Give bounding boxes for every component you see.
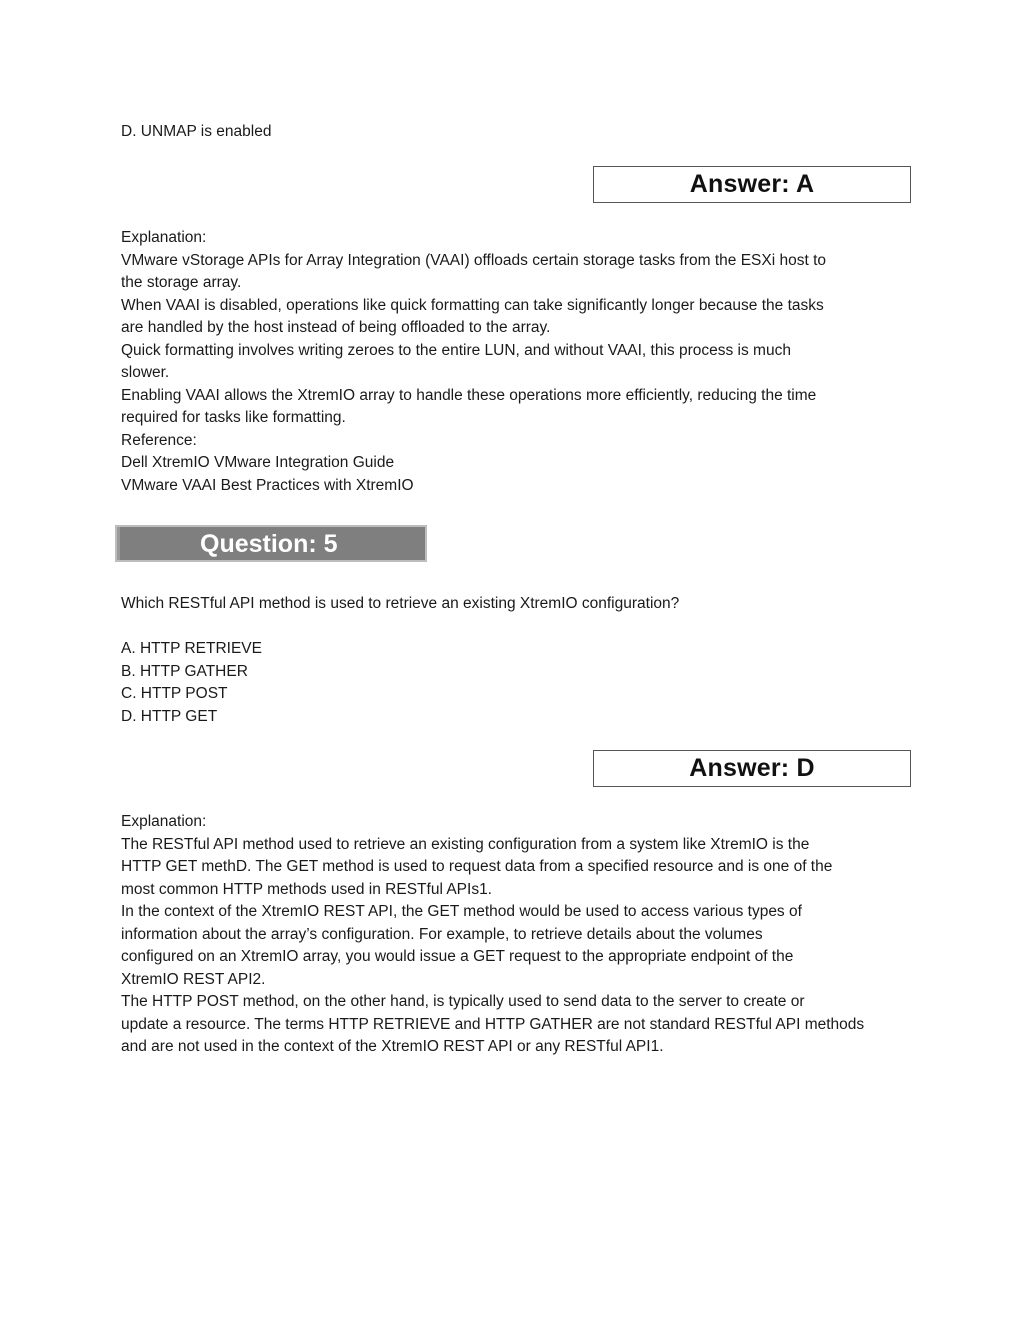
explanation-line: configured on an XtremIO array, you would issue a GET request to the appropriate endpoint of the [121, 948, 794, 965]
explanation-line: are handled by the host instead of being offloaded to the array. [121, 319, 551, 336]
explanation-line: update a resource. The terms HTTP RETRIEVE and HTTP GATHER are not standard RESTful API methods [121, 1015, 865, 1033]
explanation-line: XtremIO REST API2. [121, 970, 266, 988]
explanation-line: VMware vStorage APIs for Array Integration (VAAI) offloads certain storage tasks from the ESXi host to [121, 251, 827, 269]
explanation-line: information about the array’s configuration. For example, to retrieve details about the volumes [121, 925, 763, 943]
explanation-line: Enabling VAAI allows the XtremIO array to handle these operations more efficiently, reducing the time [121, 386, 817, 404]
explanation-line: Quick formatting involves writing zeroes to the entire LUN, and without VAAI, this process is much [121, 341, 791, 359]
answer-box [593, 750, 911, 787]
reference-item: Dell XtremIO VMware Integration Guide [121, 454, 395, 471]
reference-heading: Reference: [121, 431, 197, 449]
explanation-line: The HTTP POST method, on the other hand, is typically used to send data to the server to create or [121, 993, 805, 1010]
explanation-line: and are not used in the context of the XtremIO REST API or any RESTful API1. [121, 1038, 664, 1055]
explanation-line: most common HTTP methods used in RESTful APIs1. [121, 880, 492, 898]
answer-label-prev: Answer: A [689, 170, 815, 198]
explanation-line: In the context of the XtremIO REST API, the GET method would be used to access various types of [121, 903, 802, 920]
explanation-line: Explanation: [121, 229, 207, 246]
explanation-line: the storage array. [121, 274, 242, 291]
answer-box-prev [593, 166, 911, 203]
option-item: B. HTTP GATHER [121, 662, 248, 680]
question-title: Question: 5 [200, 530, 338, 558]
option-item: A. HTTP RETRIEVE [121, 640, 262, 657]
option-d-unmap: D. UNMAP is enabled [121, 123, 272, 140]
explanation-line: When VAAI is disabled, operations like quick formatting can take significantly longer because the tasks [121, 296, 824, 314]
explanation-line: HTTP GET methD. The GET method is used to request data from a specified resource and is one of the [121, 858, 833, 875]
question-prompt: Which RESTful API method is used to retrieve an existing XtremIO configuration? [121, 595, 680, 612]
reference-item: VMware VAAI Best Practices with XtremIO [121, 476, 414, 494]
question-banner [115, 525, 427, 562]
option-item: C. HTTP POST [121, 685, 228, 702]
explanation-line: The RESTful API method used to retrieve an existing configuration from a system like XtremIO is the [121, 835, 810, 853]
answer-label: Answer: D [689, 754, 815, 782]
option-item: D. HTTP GET [121, 707, 218, 725]
explanation-line: slower. [121, 364, 170, 381]
explanation-line: required for tasks like formatting. [121, 409, 346, 426]
explanation-line: Explanation: [121, 813, 207, 830]
